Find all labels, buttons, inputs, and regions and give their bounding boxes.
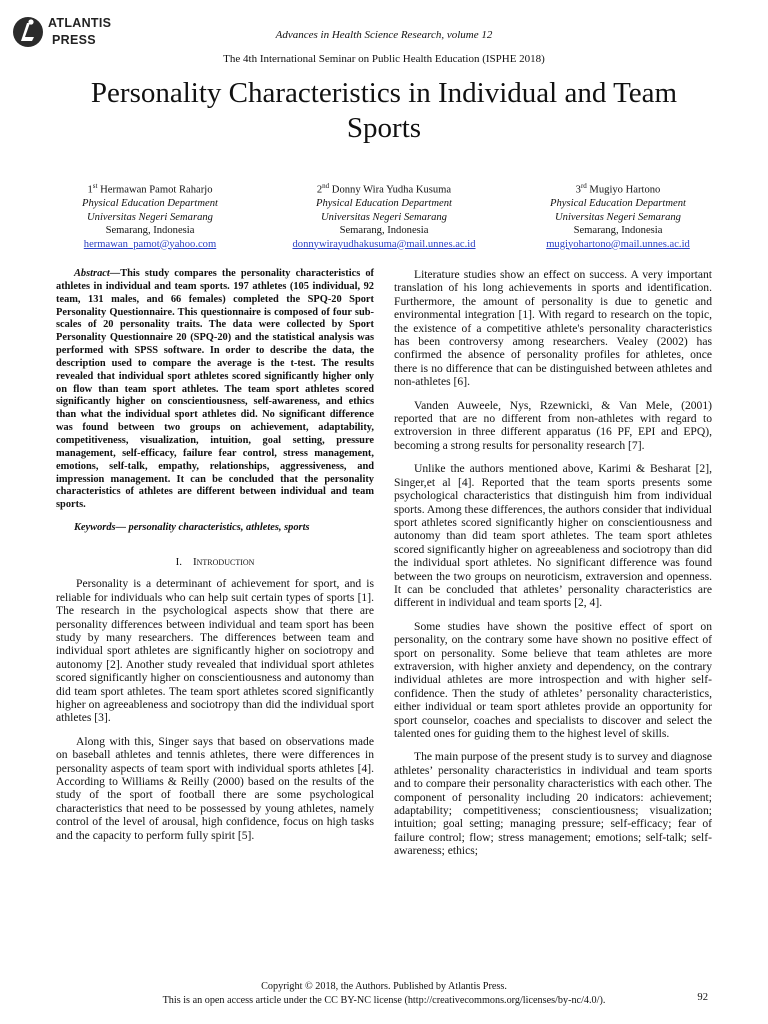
author-name: 2nd Donny Wira Yudha Kusuma [316, 182, 452, 196]
left-column [56, 268, 374, 842]
author-location: Semarang, Indonesia [105, 225, 195, 237]
author-email-link[interactable]: mugiyohartono@mail.unnes.ac.id [546, 238, 690, 250]
section-title: Introduction [192, 555, 255, 568]
author-institution: Universitas Negeri Semarang [87, 211, 213, 223]
body-paragraph: Literature studies show an effect on success. A very important translation of his long achievements in sports and identification. Furthermore, the amount of personality is due to genetic and environmental integration [1]. With regard to research on the topic, the existence of a competitive athlete's personality characteristics has been controversy among researchers. Vealey (2002) has confirmed the absence of personality profiles for athletes, once there is no difference that can be distinguished between athletes and non-athletes [6]. [394, 268, 712, 389]
author-email-link[interactable]: donnywirayudhakusuma@mail.unnes.ac.id [292, 238, 476, 250]
seminar-name: The 4th International Seminar on Public Health Education (ISPHE 2018) [223, 53, 545, 65]
author-block-3 [508, 180, 728, 251]
author-department: Physical Education Department [550, 198, 686, 210]
author-name: 3rd Mugiyo Hartono [575, 182, 661, 196]
body-paragraph: Some studies have shown the positive effect of sport on personality, on the contrary some have shown no positive effect of sport on personality. Some believe that team athletes are more extraversion, with higher anxiety and dependency, on the contrary individual athletes are more introspection and with higher self-confidence. Then the study of athletes’ personality characteristics, either individual or team sport athletes provide an opportunity for sport counselor, coaches and specialists to discover and select the talented ones for guiding them to the highest level of skills. [394, 619, 712, 740]
body-paragraph: Vanden Auweele, Nys, Rzewnicki, & Van Mele, (2001) reported that are no different from non-athletes with regard to extroversion in three different apparatus (16 PF, EPI and EPQ), becoming a strong results for personality research [7]. [394, 398, 712, 452]
copyright-notice: Copyright © 2018, the Authors. Published by Atlantis Press. [261, 981, 507, 992]
body-paragraph: Unlike the authors mentioned above, Karimi & Besharat [2], Singer,et al [4]. Reported that the team sports presents some psychological characteristics that distinguish him from individual sports. Among these differences, the authors consider that individual sport athletes scored significantly higher on conscientiousness and autonomy than did team sport athletes. The team sport athletes scored significantly higher on agreeableness and sociotropy than did the individual sport athletes. No significant difference was found between the two groups on neuroticism, extraversion and openness. It can be concluded that athletes’ personality characteristics are different in individual and team sports [2, 4]. [394, 462, 712, 610]
page-number: 92 [697, 992, 708, 1003]
author-institution: Universitas Negeri Semarang [555, 211, 681, 223]
author-location: Semarang, Indonesia [339, 225, 429, 237]
logo-text-press: PRESS [52, 33, 96, 47]
abstract-label: Abstract [74, 268, 110, 279]
body-paragraph: Personality is a determinant of achievement for sport, and is reliable for individuals who can help suit certain types of sports [1]. The research in the psychological aspects show that there are personality differences between individual and team sport has been study by many researchers. The differences between team and individual sport athletes are significantly higher on sociotropy and autonomy [2]. Another study revealed that individual sport athletes scored significantly higher on conscientiousness and autonomy than did team sport athletes. The team sport athletes scored significantly higher on agreeableness and sociotropy than did the individual sport athletes [3]. [56, 577, 374, 725]
section-heading-introduction [56, 556, 374, 569]
right-column [394, 268, 712, 858]
body-paragraph: Along with this, Singer says that based on observations made on baseball athletes and tennis athletes, there were differences in personality aspects of team sport with individual sports athletes [4]. According to Williams & Reilly (2000) based on the results of the study of the sport of football there are some psychological characteristics that need to be possessed by young athletes, namely control of the level of arousal, high confidence, focus on high tasks and the capacity to perform fully spirit [5]. [56, 734, 374, 842]
journal-name: Advances in Health Science Research, volume 12 [275, 29, 493, 41]
license-notice: This is an open access article under the CC BY-NC license (http://creativecommons.org/licenses/by-nc/4.0/). [162, 995, 606, 1006]
abstract [56, 268, 374, 512]
paper-title: Personality Characteristics in Individual and Team Sports [90, 77, 678, 144]
body-paragraph: The main purpose of the present study is to survey and diagnose athletes’ personality characteristics in individual and team sports and to compare their personality characteristics with each other. The component of personality including 20 indicators: achievement; adaptability; competitiveness; conscientiousness; visualization; intuition; goal setting; managing pressure; self-efficacy; fear of failure control; flow; stress management; emotions; self-talk; self-awareness; ethics; [394, 750, 712, 858]
keywords: Keywords— personality characteristics, athletes, sports [74, 522, 310, 534]
author-block-1 [40, 180, 260, 251]
section-number: I. [175, 555, 182, 568]
author-department: Physical Education Department [316, 198, 452, 210]
author-institution: Universitas Negeri Semarang [321, 211, 447, 223]
abstract-text: —This study compares the personality characteristics of athletes in individual and team sports. 197 athletes (105 individual, 92 team, 131 males, and 66 females) completed the SPQ-20 Sport Personality Questionnaire. This questionnaire is composed of four sub- scales of 20 personality traits. The data were collected by Sport Personality Questionnaire 20 (SPQ-20) and the statistical analysis was performed with SPSS software. In order to describe the data, the description used to compare the average is the t-test. The results revealed that individual sport athletes scored significantly higher only on flow than team sport athletes. The team sport athletes scored significantly higher on conscientiousness, self-awareness, and ethics than what the individual sport athletes did. No significant difference was found between two groups on achievement, adaptability, competitiveness, visualization, intuition, goal setting, pressure management, self-efficacy, failure fear control, stress management, emotions, self-talk, empathy, relationships, aggressiveness, and impression management. It can be concluded that the personality characteristics of athletes are different between individual and team sports. [56, 268, 374, 511]
author-location: Semarang, Indonesia [573, 225, 663, 237]
author-name: 1st Hermawan Pamot Raharjo [87, 182, 213, 196]
author-block-2 [274, 180, 494, 251]
author-department: Physical Education Department [82, 198, 218, 210]
author-email-link[interactable]: hermawan_pamot@yahoo.com [83, 238, 217, 250]
logo-text-atlantis: ATLANTIS [48, 16, 112, 30]
